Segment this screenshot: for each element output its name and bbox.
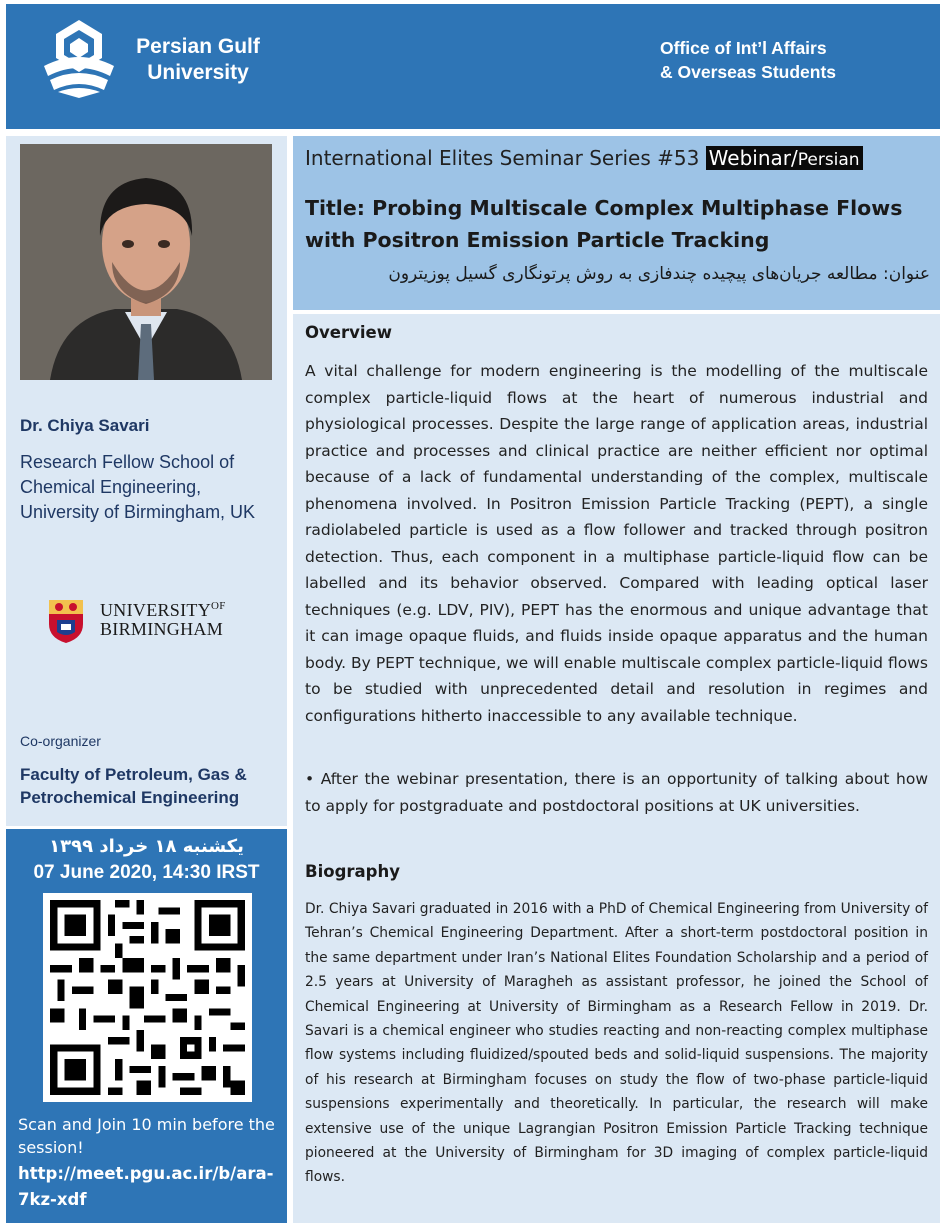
coorganizer-label: Co-organizer	[20, 733, 101, 749]
university-of-birmingham-crest	[47, 598, 85, 644]
biography-heading: Biography	[305, 862, 400, 881]
session-date-persian: یکشنبه ۱۸ خرداد ۱۳۹۹	[49, 836, 244, 857]
speaker-name: Dr. Chiya Savari	[20, 416, 150, 435]
office-name-line1: Office of Int’l Affairs	[660, 38, 827, 58]
office-name-line2: & Overseas Students	[660, 62, 837, 82]
university-name-line1: Persian Gulf	[136, 35, 260, 58]
speaker-role: Research Fellow School of Chemical Engineering, University of Birmingham, UK	[20, 452, 256, 522]
overview-heading: Overview	[305, 323, 392, 342]
speaker-photo	[20, 144, 272, 380]
university-name	[128, 34, 268, 86]
session-date-english: 07 June 2020, 14:30 IRST	[33, 862, 260, 883]
qr-code[interactable]	[43, 893, 252, 1102]
overview-text: A vital challenge for modern engineering is the modelling of the multiscale complex particle-liquid flows at the heart of numerous industrial and physiological processes. Despite the large range of application areas, industrial practice and processes and clinical practice are neither efficient nor optimal because of a lack of fundamental understanding of the complex, multiscale phenomena involved. In Positron Emission Particle Tracking (PEPT), a single radiolabeled particle is used as a flow follower and tracked through positron detection. Thus, each component in a multiphase particle-liquid flow can be labelled and its behavior observed. Compared with leading optical laser techniques (e.g. LDV, PIV), PEPT has the enormous and unique advantage that it can image opaque fluids, and fluids inside opaque apparatus and the human body. By PEPT technique, we will enable multiscale complex particle-liquid flows to be studied with unprecedented detail and resolution in regimes and configurations hitherto inaccessible to any available technique.	[305, 362, 928, 725]
uob-line2: BIRMINGHAM	[100, 619, 224, 639]
format-badge	[706, 146, 863, 170]
university-logo	[40, 18, 118, 98]
university-of-birmingham-wordmark	[100, 597, 226, 639]
talk-title-persian: عنوان: مطالعه جریان‌های پیچیده چندفازی به روش پرتونگاری گسیل پوزیترون	[388, 264, 930, 284]
meeting-link[interactable]: http://meet.pgu.ac.ir/b/ara-7kz-xdf	[18, 1164, 274, 1209]
coorganizer-name: Faculty of Petroleum, Gas & Petrochemical Engineering	[20, 765, 247, 807]
uob-line1: UNIVERSITY	[100, 600, 211, 620]
format-label: Webinar/	[708, 146, 798, 170]
series-name: International Elites Seminar Series #53	[305, 146, 700, 170]
overview-bullet: • After the webinar presentation, there is an opportunity of talking about how to apply for postgraduate and postdoctoral positions at UK universities.	[305, 770, 928, 815]
scan-instructions: Scan and Join 10 min before the session!	[18, 1115, 275, 1157]
biography-text: Dr. Chiya Savari graduated in 2016 with a PhD of Chemical Engineering from University of Tehran’s Chemical Engineering Department. After a short-term postdoctoral position in the same department under Iran’s National Elites Foundation Scholarship and a period of 2.5 years at University of Maragheh as assistant professor, he joined the School of Chemical Engineering at University of Birmingham as a Research Fellow in 2019. Dr. Savari is a chemical engineer who studies reacting and non-reacting complex multiphase flow systems including fluidized/spouted beds and solid-liquid suspensions. The majority of his research at Birmingham focuses on study the flow of two-phase particle-liquid suspensions experimentally and theoretically. In particular, the research will make extensive use of the unique Lagrangian Positron Emission Particle Tracking technique pioneered at the University of Birmingham for 3D imaging of complex particle-liquid flows.	[305, 901, 928, 1186]
talk-title-english: Title: Probing Multiscale Complex Multiphase Flows with Positron Emission Particle Tracking	[305, 196, 903, 252]
university-name-line2: University	[147, 61, 249, 84]
language-label: Persian	[797, 150, 860, 170]
office-name	[660, 36, 900, 84]
uob-of: OF	[211, 600, 226, 612]
series-line	[305, 146, 863, 170]
